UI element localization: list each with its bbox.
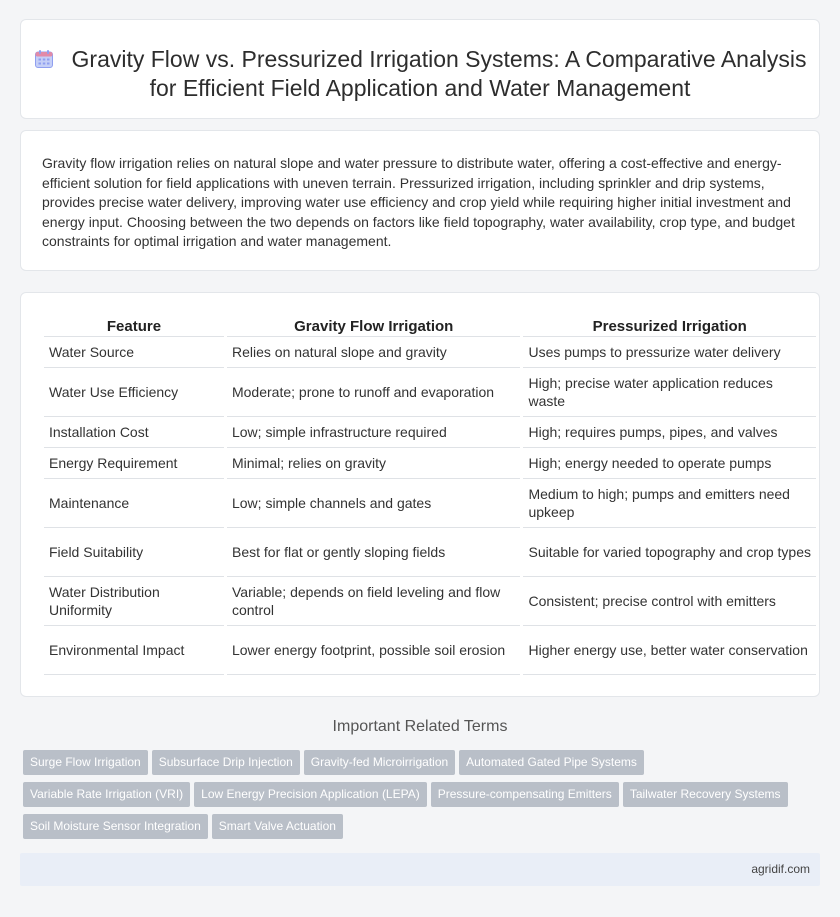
gravity-cell: Minimal; relies on gravity	[227, 448, 521, 479]
pressurized-cell: Suitable for varied topography and crop types	[523, 528, 816, 577]
gravity-cell: Relies on natural slope and gravity	[227, 337, 521, 368]
tag-row	[23, 782, 823, 814]
page-title-text: Gravity Flow vs. Pressurized Irrigation Systems: A Comparative Analysis for Efficient Field Application and Water Management	[71, 46, 807, 101]
table-row	[44, 337, 816, 368]
feature-cell: Installation Cost	[44, 417, 224, 448]
related-term-tag[interactable]: Low Energy Precision Application (LEPA)	[194, 782, 427, 807]
pressurized-cell: Medium to high; pumps and emitters need upkeep	[523, 479, 816, 528]
tag-row	[23, 750, 823, 782]
feature-cell: Energy Requirement	[44, 448, 224, 479]
related-terms-list	[23, 750, 823, 846]
gravity-cell: Low; simple channels and gates	[227, 479, 521, 528]
table-row	[44, 626, 816, 675]
gravity-cell: Lower energy footprint, possible soil erosion	[227, 626, 521, 675]
related-term-tag[interactable]: Variable Rate Irrigation (VRI)	[23, 782, 190, 807]
related-term-tag[interactable]: Soil Moisture Sensor Integration	[23, 814, 208, 839]
pressurized-cell: High; requires pumps, pipes, and valves	[523, 417, 816, 448]
comparison-table-card	[20, 292, 820, 697]
pressurized-cell: Higher energy use, better water conservation	[523, 626, 816, 675]
feature-cell: Water Source	[44, 337, 224, 368]
gravity-cell: Moderate; prone to runoff and evaporation	[227, 368, 521, 417]
intro-card	[20, 130, 820, 271]
header-pressurized: Pressurized Irrigation	[523, 315, 816, 337]
feature-cell: Field Suitability	[44, 528, 224, 577]
pressurized-cell: High; precise water application reduces waste	[523, 368, 816, 417]
feature-cell: Water Distribution Uniformity	[44, 577, 224, 626]
gravity-cell: Best for flat or gently sloping fields	[227, 528, 521, 577]
calendar-icon	[34, 49, 54, 69]
header-feature: Feature	[44, 315, 224, 337]
page-title	[21, 45, 819, 103]
comparison-table	[41, 315, 819, 675]
title-card	[20, 19, 820, 119]
intro-paragraph: Gravity flow irrigation relies on natural slope and water pressure to distribute water, offering a cost-effective and energy-efficient solution for field applications with uneven terrain. Pressurized irrigation, including sprinkler and drip systems, provides precise water delivery, improving water use efficiency and crop yield while requiring higher initial investment and energy input. Choosing between the two depends on factors like field topography, water availability, crop type, and budget constraints for optimal irrigation and water management.	[42, 155, 795, 249]
related-term-tag[interactable]: Subsurface Drip Injection	[152, 750, 300, 775]
related-term-tag[interactable]: Tailwater Recovery Systems	[623, 782, 788, 807]
related-term-tag[interactable]: Smart Valve Actuation	[212, 814, 343, 839]
pressurized-cell: Consistent; precise control with emitters	[523, 577, 816, 626]
feature-cell: Maintenance	[44, 479, 224, 528]
table-row	[44, 417, 816, 448]
related-term-tag[interactable]: Pressure-compensating Emitters	[431, 782, 619, 807]
related-terms-heading: Important Related Terms	[332, 718, 508, 735]
pressurized-cell: High; energy needed to operate pumps	[523, 448, 816, 479]
table-header-row	[44, 315, 816, 337]
table-row	[44, 528, 816, 577]
related-term-tag[interactable]: Surge Flow Irrigation	[23, 750, 148, 775]
gravity-cell: Variable; depends on field leveling and flow control	[227, 577, 521, 626]
related-term-tag[interactable]: Automated Gated Pipe Systems	[459, 750, 644, 775]
footer-site-link[interactable]: agridif.com	[751, 862, 810, 876]
tag-row	[23, 814, 823, 846]
gravity-cell: Low; simple infrastructure required	[227, 417, 521, 448]
table-row	[44, 448, 816, 479]
footer-bar	[20, 853, 820, 886]
table-row	[44, 479, 816, 528]
header-gravity-flow: Gravity Flow Irrigation	[227, 315, 521, 337]
related-term-tag[interactable]: Gravity-fed Microirrigation	[304, 750, 455, 775]
pressurized-cell: Uses pumps to pressurize water delivery	[523, 337, 816, 368]
table-row	[44, 368, 816, 417]
table-row	[44, 577, 816, 626]
feature-cell: Water Use Efficiency	[44, 368, 224, 417]
feature-cell: Environmental Impact	[44, 626, 224, 675]
